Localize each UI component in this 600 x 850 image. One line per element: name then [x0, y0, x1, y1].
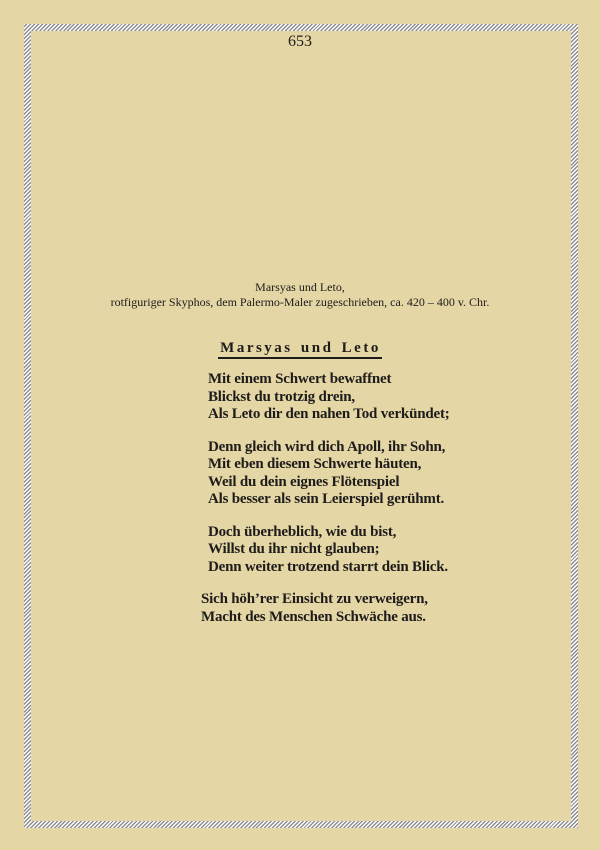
poem-stanza-4 — [201, 591, 450, 626]
poem — [201, 371, 450, 626]
poem-title-container — [0, 339, 600, 359]
poem-stanza-2 — [208, 439, 450, 509]
poem-line: Willst du ihr nicht glauben; — [208, 541, 380, 557]
poem-line: Denn weiter trotzend starrt dein Blick. — [208, 558, 448, 575]
poem-line: Denn gleich wird dich Apoll, ihr Sohn, — [208, 438, 446, 455]
caption-line-attribution: rotfiguriger Skyphos, dem Palermo-Maler zugeschrieben, ca. 420 – 400 v. Chr. — [110, 294, 490, 309]
poem-stanza-3 — [208, 524, 450, 577]
poem-line: Als besser als sein Leierspiel gerühmt. — [208, 491, 445, 507]
caption-line-title: Marsyas und Leto, — [255, 280, 345, 294]
poem-line: Sich höh’rer Einsicht zu verweigern, — [201, 591, 428, 607]
poem-line: Doch überheblich, wie du bist, — [208, 523, 397, 540]
poem-line: Blickst du trotzig drein, — [208, 388, 355, 405]
poem-line: Mit eben diesem Schwerte häuten, — [208, 456, 422, 472]
poem-line: Mit einem Schwert bewaffnet — [208, 371, 392, 387]
page-number: 653 — [288, 33, 312, 50]
poem-stanza-1 — [208, 371, 450, 424]
poem-line: Weil du dein eignes Flötenspiel — [208, 473, 400, 490]
poem-line: Als Leto dir den nahen Tod verkündet; — [208, 406, 450, 422]
image-caption — [0, 280, 600, 309]
poem-line: Macht des Menschen Schwäche aus. — [201, 608, 426, 625]
poem-title: Marsyas und Leto — [218, 341, 382, 359]
